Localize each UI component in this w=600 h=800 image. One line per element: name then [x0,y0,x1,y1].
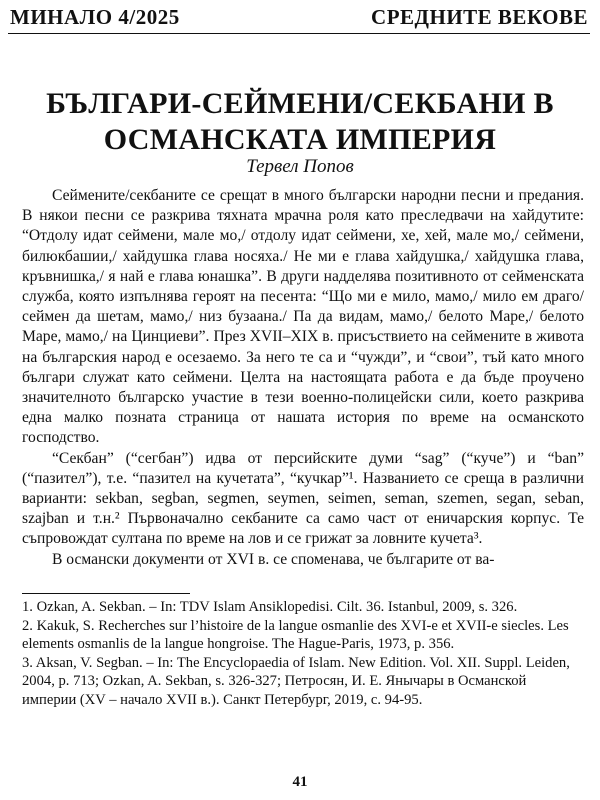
article-body [22,186,584,570]
footnotes [22,598,584,710]
header-rule [8,33,590,34]
article-title: БЪЛГАРИ-СЕЙМЕНИ/СЕКБАНИ В ОСМАНСКАТА ИМПЕРИЯ [46,87,554,156]
body-paragraph: “Секбан” (“сегбан”) идва от персийските думи “sag” (“куче”) и “ban” (“пазител”), т.е. “пазител на кучетата”, “кучкар”¹. Названието се среща в различни варианти: sekban, segban, segmen, seymen, seimen, seman, szemen, segan, seban, szajban и т.н.² Първоначално секбаните са само част от еничарския корпус. Те съпровождат султана по време на лов и се грижат за ловните кучета³. [22,449,584,548]
footnote: 3. Aksan, V. Segban. – In: The Encyclopaedia of Islam. New Edition. Vol. XII. Suppl. Leiden, 2004, p. 713; Ozkan, A. Sekban, s. 326-327; Петросян, И. Е. Янычары в Османской империи (XV – начало XVII в.). Санкт Петербург, 2019, с. 94-95. [22,654,570,708]
journal-issue: МИНАЛО 4/2025 [10,4,180,29]
article-author: Тервел Попов [246,156,354,177]
page-number: 41 [292,774,308,790]
footnote: 2. Kakuk, S. Recherches sur l’histoire de la langue osmanlie des XVI-e et XVII-e siecles. Les elements osmanlis de la langue hongroise. The Hague-Paris, 1973, p. 356. [22,617,569,653]
footnote-rule [22,593,190,594]
body-paragraph: Сеймените/секбаните се срещат в много български народни песни и предания. В някои песни се разкрива тяхната мрачна роля като преследвачи на хайдутите: “Отдолу идат сеймени, мале мо,/ отдолу идат сеймени, хе, хей, мале мо,/ сеймени, билюкбашии,/ хайдушка глава носяха./ Не ми е глава хайдушка,/ хайдушка глава, кръвнишка,/ я най е глава юнашка”. В други надделява позитивното от сейменската служба, която изпълнява героят на песента: “Що ми е мило, мамо,/ мило ем драго/ сеймен да шетам, мамо,/ низ бузаана./ Па да видам, мамо,/ белото Маре,/ белото Маре, мамо,/ на Цинциеви”. През XVII–XIX в. присъствието на сеймените в живота на българския народ е осезаемо. За него те са и “чужди”, и “свои”, тъй като много българи служат като сеймени. Целта на настоящата работа е да бъде проучено значителното българско участие в тези военно-полицейски сили, което разкрива една малко позната страница от нашата история по време на османското господство. [22,187,584,447]
running-header [10,2,588,32]
footnote: 1. Ozkan, A. Sekban. – In: TDV Islam Ansiklopedisi. Cilt. 36. Istanbul, 2009, s. 326. [22,599,518,615]
section-title: СРЕДНИТЕ ВЕКОВЕ [371,4,588,29]
body-paragraph: В османски документи от XVI в. се споменава, че българите от ва- [52,550,495,568]
